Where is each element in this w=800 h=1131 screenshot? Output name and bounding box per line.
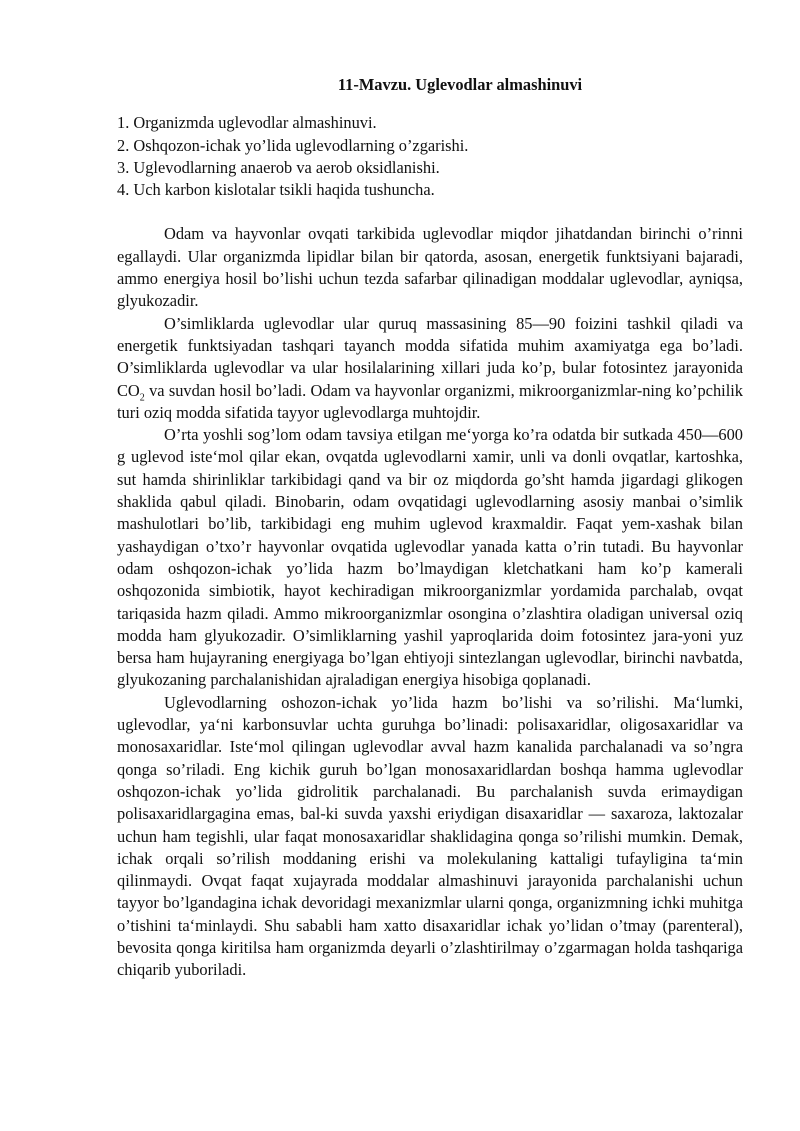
paragraph-intro: Odam va hayvonlar ovqati tarkibida uglevodlar miqdor jihatdandan birinchi o’rinni egallaydi. Ular organizmda lipidlar bilan bir qatorda, asosan, energetik funktsiyani bajaradi, ammo energiya hosil bo’lishi uchun tezda safarbar qilinadigan moddalar uglevodlar, ayniqsa, glyukozadir.	[117, 224, 743, 311]
paragraph-plants-text-1: O’simliklarda uglevodlar ular quruq massasining 85—90 foizini tashkil qiladi va energetik funktsiyadan tashqari tayanch modda sifatida muhim axamiyatga ega bo’ladi. O’simliklarda uglevodlar va ular hosilalarining xillari juda ko’p, bular fotosintez jarayonida CO	[117, 313, 743, 400]
outline-item-1: 1. Organizmda uglevodlar almashinuvi.	[117, 113, 377, 133]
topic-outline	[117, 112, 743, 201]
outline-item-4: 4. Uch karbon kislotalar tsikli haqida tushuncha.	[117, 180, 435, 200]
paragraph-digestion: Uglevodlarning oshozon-ichak yo’lida hazm bo’lishi va so’rilishi. Ma‘lumki, uglevodlar, ya‘ni karbonsuvlar uchta guruhga bo’linadi: polisaxaridlar, oligosaxaridlar va monosaxaridlar. Iste‘mol qilingan uglevodlar avval hazm kanalida parchalanadi va so’ngra qonga so’riladi. Eng kichik guruh bo’lgan monosaxaridlardan boshqa hamma uglevodlar oshqozon-ichak yo’lida gidrolitik parchalanadi. Bu parchalanish suvda erimaydigan polisaxaridlargagina emas, bal-ki suvda yaxshi eriydigan disaxaridlar — saxaroza, laktozalar uchun ham tegishli, ular faqat monosaxaridlar shaklidagina qonga so’rilishi mumkin. Demak, ichak orqali so’rilish moddaning erishi va molekulaning kattaligi tufayligina ta‘min qilinmaydi. Ovqat faqat xujayrada moddalar almashinuvi jarayonida parchalanishi uchun tayyor bo’lgandagina ichak devoridagi mexanizmlar ularni qonga, organizmning ichki muhitga o’tishini ta‘minlaydi. Shu sababli ham xatto disaxaridlar ichak yo’lidan o’tmay (parenteral), bevosita qonga kiritilsa ham organizmda deyarli o’zlashtirilmay o’zgarmagan holda tashqariga chiqarib yuboriladi.	[117, 692, 743, 980]
paragraph-plants-text-2: va suvdan hosil bo’ladi. Odam va hayvonlar organizmi, mikroorganizmlar-ning ko’pchilik turi oziq modda sifatida tayyor uglevodlarga muhtojdir.	[117, 380, 743, 422]
document-title: 11-Mavzu. Uglevodlar almashinuvi	[337, 75, 583, 94]
outline-item-2: 2. Oshqozon-ichak yo’lida uglevodlarning o’zgarishi.	[117, 135, 469, 155]
paragraph-plants	[117, 313, 743, 424]
outline-item-3: 3. Uglevodlarning anaerob va aerob oksidlanishi.	[117, 157, 440, 177]
co2-subscript: 2	[139, 391, 145, 403]
paragraph-diet: O’rta yoshli sog’lom odam tavsiya etilgan me‘yorga ko’ra odatda bir sutkada 450—600 g uglevod iste‘mol qilar ekan, ovqatda uglevodlarni xamir, unli va donli ovqatlar, kartoshka, sut hamda shirinliklar tarkibidagi qand va bir oz miqdorda go’sht hamda jigardagi glikogen shaklida qabul qiladi. Binobarin, odam ovqatidagi uglevodlarning asosiy manbai o’simlik mashulotlari bo’lib, tarkibidagi eng muhim uglevod kraxmaldir. Faqat yem-xashak bilan yashaydigan o’txo’r hayvonlar ovqatida uglevodlar yanada katta o’rin tutadi. Bu hayvonlar odam oshqozon-ichak yo’lida hazm bo’lmaydigan kletchatkani ham ko’p kamerali oshqozonida simbiotik, hayot kechiradigan mikroorganizmlar yordamida parchalab, ovqat tariqasida hazm qiladi. Ammo mikroorganizmlar osongina o’zlashtira oladigan universal oziq modda ham glyukozadir. O’simliklarning yashil yaproqlarida doim fotosintez jara-yoni yuz bersa ham hujayraning energiyaga bo’lgan ehtiyoji sintezlangan uglevodlar, birinchi navbatda, glyukozaning parchalanishidan ajraladigan energiya hisobiga qoplanadi.	[117, 425, 743, 690]
document-page	[117, 74, 743, 982]
